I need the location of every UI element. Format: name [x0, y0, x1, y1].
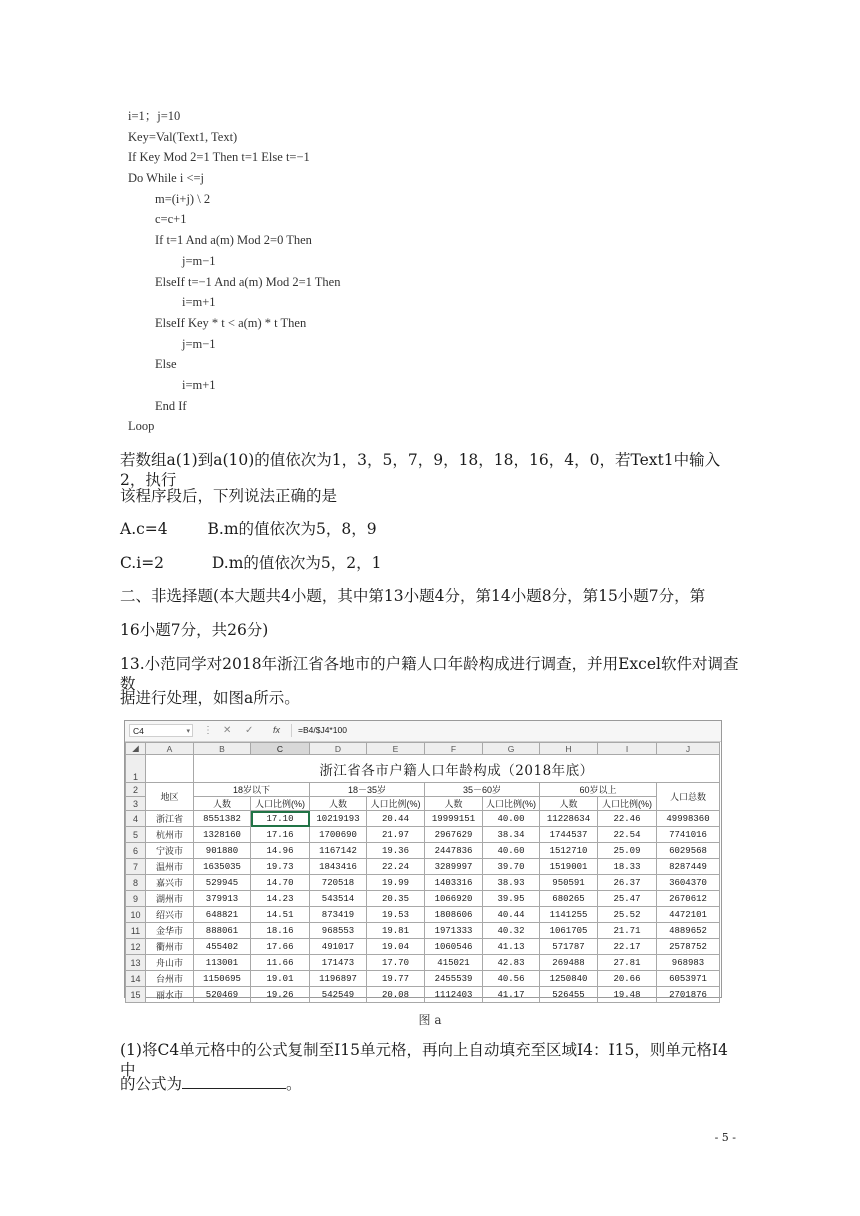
question-13-text: 13.小范同学对2018年浙江省各地市的户籍人口年龄构成进行调查，并用Excel软件对调查数: [120, 655, 739, 693]
data-cell[interactable]: 14.23: [251, 891, 310, 907]
sheet-title[interactable]: 浙江省各市户籍人口年龄构成（2018年底）: [194, 755, 720, 783]
region-cell[interactable]: 湖州市: [146, 891, 194, 907]
column-header[interactable]: F: [425, 743, 483, 755]
data-cell[interactable]: 1403316: [425, 875, 483, 891]
data-cell[interactable]: 8551382: [194, 811, 251, 827]
region-cell[interactable]: 丽水市: [146, 987, 194, 1003]
code-line: Do While i <=j: [128, 171, 205, 186]
data-cell[interactable]: 950591: [540, 875, 598, 891]
figure-caption: 图 a: [418, 1013, 442, 1027]
page-number: - 5 -: [714, 1131, 736, 1144]
data-cell[interactable]: 20.08: [367, 987, 425, 1003]
code-line: j=m−1: [182, 336, 216, 351]
data-cell[interactable]: 3289997: [425, 859, 483, 875]
data-cell[interactable]: 19.81: [367, 923, 425, 939]
data-cell[interactable]: 25.52: [598, 907, 657, 923]
table-row: [126, 907, 720, 923]
column-header[interactable]: A: [146, 743, 194, 755]
data-cell[interactable]: 1635035: [194, 859, 251, 875]
table-row: [126, 875, 720, 891]
code-line: If Key Mod 2=1 Then t=1 Else t=−1: [128, 150, 310, 165]
data-cell[interactable]: 41.17: [483, 987, 540, 1003]
data-cell[interactable]: 10219193: [310, 811, 367, 827]
data-cell[interactable]: 25.09: [598, 843, 657, 859]
data-cell[interactable]: 22.54: [598, 827, 657, 843]
code-line: i=1；j=10: [128, 109, 181, 123]
option-d: D.m的值依次为5，2，1: [211, 554, 382, 572]
sub-header[interactable]: 人数: [194, 797, 251, 811]
data-cell[interactable]: 21.97: [367, 827, 425, 843]
data-cell[interactable]: 8287449: [657, 859, 720, 875]
code-line: End If: [155, 398, 187, 413]
total-header[interactable]: 人口总数: [657, 783, 720, 811]
column-header[interactable]: C: [251, 743, 310, 755]
data-cell[interactable]: 39.95: [483, 891, 540, 907]
data-cell[interactable]: 1519001: [540, 859, 598, 875]
row-header[interactable]: 7: [126, 859, 146, 875]
column-header[interactable]: D: [310, 743, 367, 755]
data-cell[interactable]: 2670612: [657, 891, 720, 907]
table-row: [126, 971, 720, 987]
sub-question-1-line-2: [120, 1074, 740, 1094]
data-cell[interactable]: 491017: [310, 939, 367, 955]
data-cell[interactable]: 19.04: [367, 939, 425, 955]
table-row: [126, 827, 720, 843]
data-cell[interactable]: 379913: [194, 891, 251, 907]
data-cell[interactable]: 14.96: [251, 843, 310, 859]
sub-header[interactable]: 人数: [540, 797, 598, 811]
column-header[interactable]: H: [540, 743, 598, 755]
row-header[interactable]: 11: [126, 923, 146, 939]
data-cell[interactable]: 113001: [194, 955, 251, 971]
column-header[interactable]: E: [367, 743, 425, 755]
data-cell[interactable]: 22.24: [367, 859, 425, 875]
data-cell[interactable]: 14.51: [251, 907, 310, 923]
select-all-corner[interactable]: ◢: [126, 743, 146, 755]
data-cell[interactable]: 39.70: [483, 859, 540, 875]
table-row: [126, 955, 720, 971]
data-cell[interactable]: 1250840: [540, 971, 598, 987]
region-cell[interactable]: 浙江省: [146, 811, 194, 827]
data-cell[interactable]: 22.17: [598, 939, 657, 955]
data-cell[interactable]: 2455539: [425, 971, 483, 987]
data-cell[interactable]: 1112403: [425, 987, 483, 1003]
data-cell[interactable]: 1066920: [425, 891, 483, 907]
data-cell[interactable]: 17.10: [251, 811, 310, 827]
data-cell[interactable]: 19.99: [367, 875, 425, 891]
data-cell[interactable]: 1971333: [425, 923, 483, 939]
chevron-down-icon[interactable]: ▾: [186, 728, 190, 735]
data-cell[interactable]: 17.66: [251, 939, 310, 955]
data-cell[interactable]: 42.83: [483, 955, 540, 971]
data-cell[interactable]: 25.47: [598, 891, 657, 907]
data-cell[interactable]: 19.26: [251, 987, 310, 1003]
data-cell[interactable]: 901880: [194, 843, 251, 859]
region-cell[interactable]: 嘉兴市: [146, 875, 194, 891]
data-cell[interactable]: 1196897: [310, 971, 367, 987]
row-header[interactable]: 13: [126, 955, 146, 971]
table-row: [126, 843, 720, 859]
group-header[interactable]: 35－60岁: [425, 783, 540, 797]
fx-icon[interactable]: fx: [273, 725, 281, 735]
data-cell[interactable]: 4889652: [657, 923, 720, 939]
row-header[interactable]: 2: [126, 783, 146, 797]
data-cell[interactable]: 1141255: [540, 907, 598, 923]
data-cell[interactable]: 1700690: [310, 827, 367, 843]
data-cell[interactable]: 27.81: [598, 955, 657, 971]
table-row: [126, 923, 720, 939]
data-cell[interactable]: 38.34: [483, 827, 540, 843]
data-cell[interactable]: 520469: [194, 987, 251, 1003]
data-cell[interactable]: 873419: [310, 907, 367, 923]
sub-header[interactable]: 人口比例(%): [483, 797, 540, 811]
data-cell[interactable]: 2701876: [657, 987, 720, 1003]
region-cell[interactable]: 杭州市: [146, 827, 194, 843]
sub-header[interactable]: 人口比例(%): [598, 797, 657, 811]
data-cell[interactable]: 542549: [310, 987, 367, 1003]
data-cell[interactable]: 1744537: [540, 827, 598, 843]
data-cell[interactable]: 21.71: [598, 923, 657, 939]
group-header[interactable]: 60岁以上: [540, 783, 657, 797]
excel-screenshot: [124, 720, 722, 998]
data-cell[interactable]: 888061: [194, 923, 251, 939]
name-box[interactable]: [129, 724, 193, 737]
region-cell[interactable]: 绍兴市: [146, 907, 194, 923]
cancel-icon[interactable]: ✕: [223, 725, 232, 736]
sub-question-1-text: 的公式为: [120, 1075, 183, 1093]
data-cell[interactable]: 49998360: [657, 811, 720, 827]
row-header[interactable]: 5: [126, 827, 146, 843]
code-line: c=c+1: [155, 212, 187, 227]
data-cell[interactable]: 415021: [425, 955, 483, 971]
sub-question-1-end: 。: [286, 1075, 302, 1093]
section-title: 二、非选择题(本大题共4小题，其中第13小题4分，第14小题8分，第15小题7分，第: [120, 587, 706, 605]
row-header[interactable]: 8: [126, 875, 146, 891]
data-cell[interactable]: 26.37: [598, 875, 657, 891]
data-cell[interactable]: 269488: [540, 955, 598, 971]
data-cell[interactable]: 19.77: [367, 971, 425, 987]
table-row: [126, 987, 720, 1003]
data-cell[interactable]: 648821: [194, 907, 251, 923]
table-row: [126, 891, 720, 907]
region-cell[interactable]: 金华市: [146, 923, 194, 939]
data-cell[interactable]: 543514: [310, 891, 367, 907]
data-cell[interactable]: 40.60: [483, 843, 540, 859]
data-cell[interactable]: 20.44: [367, 811, 425, 827]
data-cell[interactable]: 1167142: [310, 843, 367, 859]
code-line: j=m−1: [182, 253, 216, 268]
formula-input[interactable]: =B4/$J4*100: [291, 724, 347, 737]
data-cell[interactable]: 968983: [657, 955, 720, 971]
row-header[interactable]: 4: [126, 811, 146, 827]
data-cell[interactable]: 2578752: [657, 939, 720, 955]
data-cell[interactable]: 41.13: [483, 939, 540, 955]
table-row: [126, 811, 720, 827]
code-line: Key=Val(Text1, Text): [128, 129, 238, 144]
region-header[interactable]: 地区: [146, 783, 194, 811]
data-cell[interactable]: 2447836: [425, 843, 483, 859]
data-cell[interactable]: 19.36: [367, 843, 425, 859]
option-a: A.c=4: [120, 520, 168, 538]
data-cell[interactable]: 1061705: [540, 923, 598, 939]
data-cell[interactable]: 6029568: [657, 843, 720, 859]
group-header[interactable]: 18－35岁: [310, 783, 425, 797]
data-cell[interactable]: 680265: [540, 891, 598, 907]
sub-header[interactable]: 人数: [310, 797, 367, 811]
row-header[interactable]: 12: [126, 939, 146, 955]
column-header[interactable]: J: [657, 743, 720, 755]
table-row: [126, 939, 720, 955]
data-cell[interactable]: 1843416: [310, 859, 367, 875]
name-box-value: C4: [133, 726, 144, 736]
code-line: Else: [155, 357, 177, 372]
data-cell[interactable]: 17.16: [251, 827, 310, 843]
sub-header[interactable]: 人口比例(%): [367, 797, 425, 811]
data-cell[interactable]: 2967629: [425, 827, 483, 843]
question-text: 若数组a(1)到a(10)的值依次为1，3，5，7，9，18，18，16，4，0，若Text1中输入2，执行: [120, 451, 721, 489]
spreadsheet-grid: [125, 742, 720, 1003]
data-cell[interactable]: 40.44: [483, 907, 540, 923]
row-header[interactable]: 15: [126, 987, 146, 1003]
data-cell[interactable]: 20.66: [598, 971, 657, 987]
row-header[interactable]: 14: [126, 971, 146, 987]
data-cell[interactable]: 455402: [194, 939, 251, 955]
column-header[interactable]: G: [483, 743, 540, 755]
row-header[interactable]: 9: [126, 891, 146, 907]
data-cell[interactable]: 18.16: [251, 923, 310, 939]
data-cell[interactable]: 19.01: [251, 971, 310, 987]
sub-question-1: (1)将C4单元格中的公式复制至I15单元格，再向上自动填充至区域I4：I15，则单元格I4中: [120, 1041, 728, 1079]
region-cell[interactable]: 衢州市: [146, 939, 194, 955]
region-cell[interactable]: 温州市: [146, 859, 194, 875]
formula-bar: [125, 721, 721, 742]
row-header[interactable]: 3: [126, 797, 146, 811]
data-cell[interactable]: 1328160: [194, 827, 251, 843]
data-cell[interactable]: 7741016: [657, 827, 720, 843]
data-cell[interactable]: 14.70: [251, 875, 310, 891]
data-cell[interactable]: 571787: [540, 939, 598, 955]
data-cell[interactable]: 40.56: [483, 971, 540, 987]
data-cell[interactable]: 17.70: [367, 955, 425, 971]
section-title: 16小题7分，共26分): [120, 621, 269, 639]
data-cell[interactable]: 1512710: [540, 843, 598, 859]
data-cell[interactable]: 968553: [310, 923, 367, 939]
data-cell[interactable]: 1150695: [194, 971, 251, 987]
data-cell[interactable]: 19.48: [598, 987, 657, 1003]
row-header[interactable]: 10: [126, 907, 146, 923]
data-cell[interactable]: 19999151: [425, 811, 483, 827]
code-block: [128, 106, 340, 437]
options-row-2: [120, 553, 740, 573]
data-cell[interactable]: 20.35: [367, 891, 425, 907]
data-cell[interactable]: 720518: [310, 875, 367, 891]
data-cell[interactable]: 3604370: [657, 875, 720, 891]
column-header[interactable]: B: [194, 743, 251, 755]
check-icon[interactable]: ✓: [245, 725, 254, 736]
data-cell[interactable]: 18.33: [598, 859, 657, 875]
sub-header[interactable]: 人口比例(%): [251, 797, 310, 811]
data-cell[interactable]: 1060546: [425, 939, 483, 955]
data-cell[interactable]: 11228634: [540, 811, 598, 827]
region-cell[interactable]: 宁波市: [146, 843, 194, 859]
data-cell[interactable]: 19.73: [251, 859, 310, 875]
question-text: 该程序段后，下列说法正确的是: [120, 487, 338, 505]
region-cell[interactable]: 舟山市: [146, 955, 194, 971]
group-header[interactable]: 18岁以下: [194, 783, 310, 797]
data-cell[interactable]: 6053971: [657, 971, 720, 987]
data-cell[interactable]: 529945: [194, 875, 251, 891]
code-line: m=(i+j) \ 2: [155, 191, 211, 206]
data-cell[interactable]: 38.93: [483, 875, 540, 891]
code-line: i=m+1: [182, 377, 216, 392]
answer-blank[interactable]: [182, 1074, 286, 1089]
data-cell[interactable]: 171473: [310, 955, 367, 971]
data-cell[interactable]: 40.32: [483, 923, 540, 939]
option-b: B.m的值依次为5，8，9: [207, 520, 377, 538]
data-cell[interactable]: 11.66: [251, 955, 310, 971]
code-line: i=m+1: [182, 295, 216, 310]
row-header[interactable]: 6: [126, 843, 146, 859]
sub-header[interactable]: 人数: [425, 797, 483, 811]
code-line: ElseIf Key * t < a(m) * t Then: [155, 315, 307, 330]
code-line: ElseIf t=−1 And a(m) Mod 2=1 Then: [155, 274, 341, 289]
data-cell[interactable]: 19.53: [367, 907, 425, 923]
table-row: [126, 859, 720, 875]
option-c: C.i=2: [120, 554, 165, 572]
more-icon[interactable]: ⋮: [203, 725, 213, 736]
data-cell[interactable]: 22.46: [598, 811, 657, 827]
question-13-text: 据进行处理，如图a所示。: [120, 689, 300, 707]
code-line: If t=1 And a(m) Mod 2=0 Then: [155, 233, 312, 248]
data-cell[interactable]: 40.00: [483, 811, 540, 827]
code-line: Loop: [128, 419, 155, 434]
row-header[interactable]: 1: [126, 755, 146, 783]
data-cell[interactable]: 4472101: [657, 907, 720, 923]
data-cell[interactable]: 526455: [540, 987, 598, 1003]
options-row-1: [120, 519, 740, 539]
data-cell[interactable]: 1808606: [425, 907, 483, 923]
region-cell[interactable]: 台州市: [146, 971, 194, 987]
column-header[interactable]: I: [598, 743, 657, 755]
